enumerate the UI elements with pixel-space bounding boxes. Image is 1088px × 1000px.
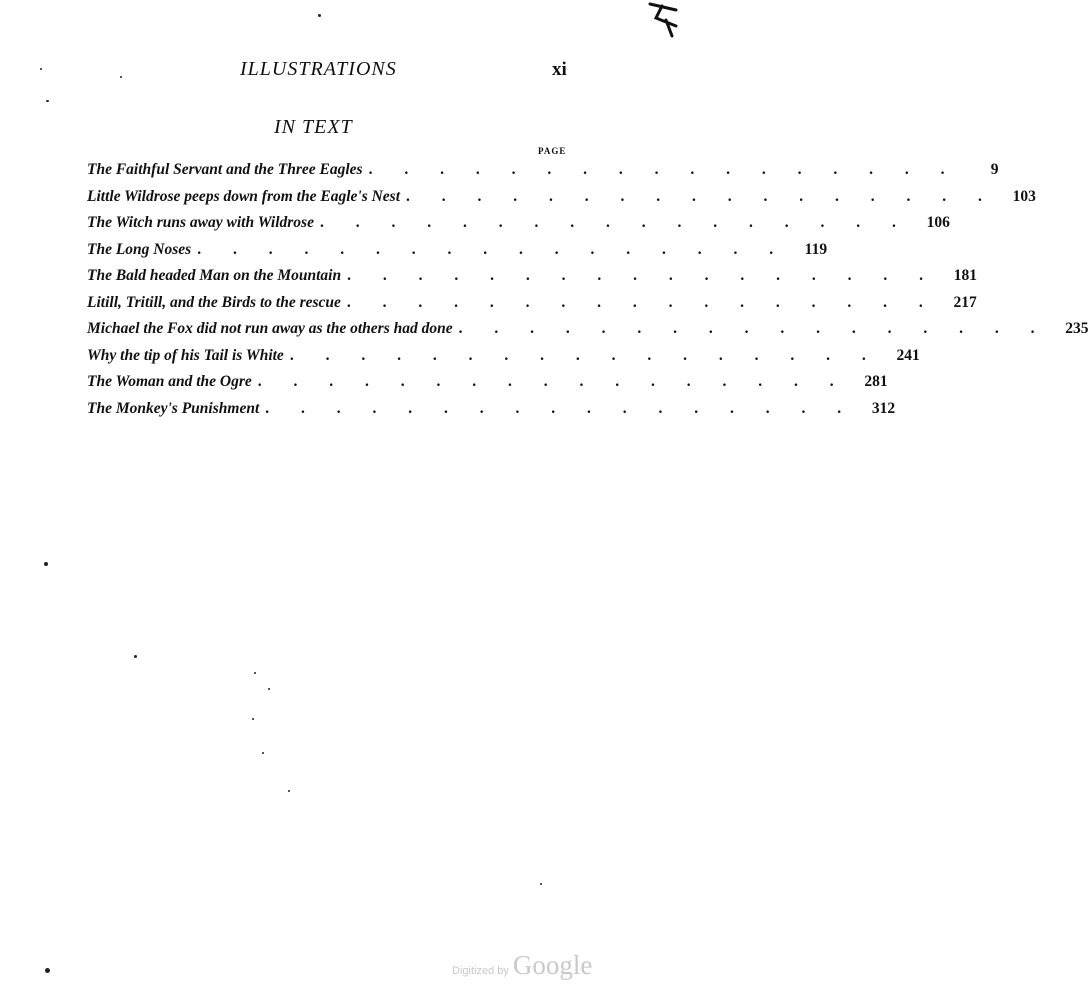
dot-leader: . . . . . . . . . . . . . . . . . [257, 373, 848, 390]
running-head [0, 58, 692, 86]
illustration-entry [87, 293, 977, 321]
illustration-page: 235 [1065, 320, 1088, 337]
illustration-title: The Long Noses [87, 240, 192, 258]
dot-leader: . . . . . . . . . . . . . . . . . [346, 293, 937, 311]
illustration-title: The Woman and the Ogre [87, 373, 252, 390]
illustration-page: 181 [953, 267, 977, 284]
illustration-title: The Faithful Servant and the Three Eagles [87, 161, 363, 178]
scan-speck [120, 76, 122, 78]
illustration-entry [87, 320, 1088, 347]
section-heading: IN TEXT [274, 116, 353, 138]
scan-speck [262, 752, 264, 754]
dot-leader: . . . . . . . . . . . . . . . . . [289, 346, 880, 364]
dot-leader: . . . . . . . . . . . . . . . . . [265, 399, 856, 417]
page-column-label: PAGE [538, 146, 567, 156]
illustration-title: Michael the Fox did not run away as the others had done [87, 320, 453, 337]
illustration-page: 241 [896, 346, 920, 364]
illustration-page: 217 [953, 293, 977, 311]
dot-leader: . . . . . . . . . . . . . . . . . [406, 187, 996, 205]
illustration-entry [87, 399, 896, 427]
illustration-entry [87, 346, 920, 374]
illustration-list [87, 161, 1088, 426]
dot-leader: . . . . . . . . . . . . . . . . . [458, 320, 1049, 337]
illustration-entry [87, 373, 888, 400]
page-number: xi [552, 59, 567, 80]
dot-leader: . . . . . . . . . . . . . . . . . [347, 267, 937, 284]
running-title: ILLUSTRATIONS [240, 58, 397, 80]
illustration-entry [87, 161, 999, 188]
illustration-title: Little Wildrose peeps down from the Eagle's Nest [87, 187, 401, 205]
scan-speck [288, 790, 290, 792]
illustration-page: 9 [990, 161, 999, 178]
scan-speck [46, 100, 49, 102]
illustration-entry [87, 187, 1036, 215]
dot-leader: . . . . . . . . . . . . . . . . . [368, 161, 959, 178]
illustration-page: 106 [926, 214, 950, 231]
scan-speck [540, 883, 542, 885]
illustration-title: Litill, Tritill, and the Birds to the rescue [87, 293, 341, 311]
dot-leader: . . . . . . . . . . . . . . . . . [319, 214, 910, 231]
illustration-entry [87, 267, 977, 294]
illustration-page: 312 [871, 399, 896, 417]
illustration-title: The Bald headed Man on the Mountain [87, 267, 342, 284]
digitized-watermark [452, 950, 592, 981]
illustration-entry [87, 214, 950, 241]
illustration-title: The Monkey's Punishment [87, 399, 260, 417]
illustration-page: 119 [804, 240, 828, 258]
illustration-page: 103 [1012, 187, 1036, 205]
scan-speck [45, 968, 50, 973]
illustration-entry [87, 240, 828, 268]
dot-leader: . . . . . . . . . . . . . . . . . [197, 240, 788, 258]
scan-speck [254, 672, 256, 674]
scan-speck [268, 688, 270, 690]
scan-speck [134, 655, 137, 658]
google-logo: Google [512, 950, 593, 980]
illustration-title: The Witch runs away with Wildrose [87, 214, 314, 231]
scan-speck [44, 562, 48, 566]
corner-scan-mark [642, 0, 682, 40]
illustration-title: Why the tip of his Tail is White [87, 346, 284, 364]
illustration-page: 281 [864, 373, 888, 390]
watermark-prefix: Digitized by [452, 965, 509, 977]
scan-speck [40, 68, 42, 70]
scan-speck [252, 718, 254, 720]
scan-speck [318, 14, 321, 17]
